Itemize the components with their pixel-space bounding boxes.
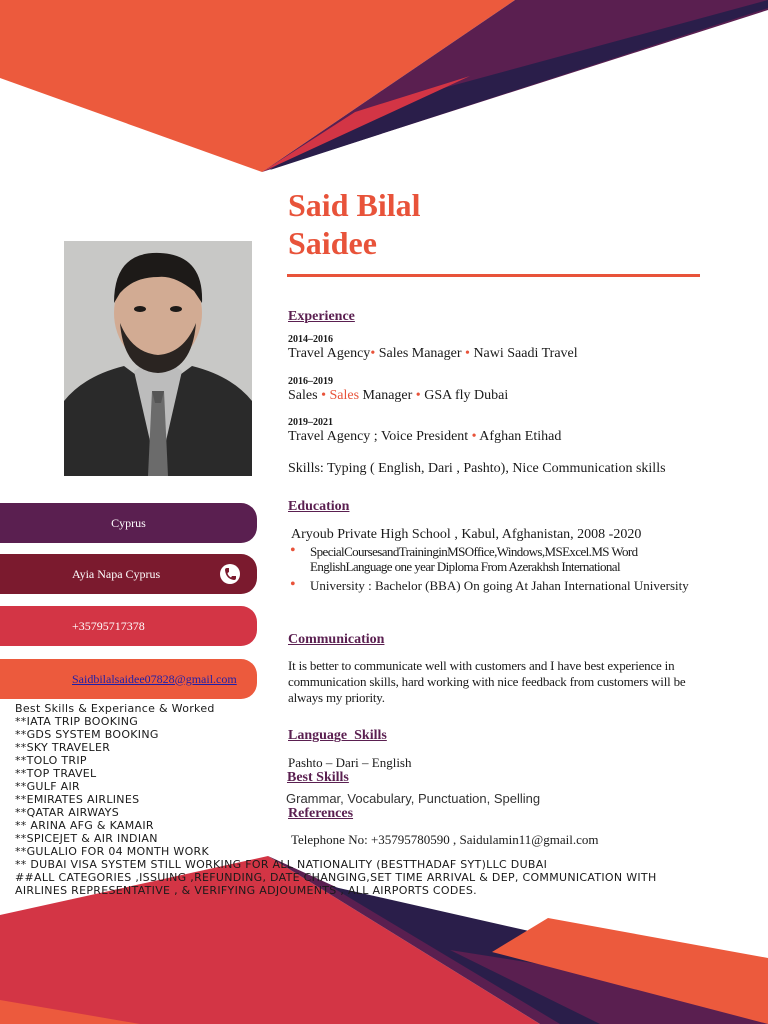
- full-name: [288, 186, 421, 262]
- experience-entry: [288, 334, 578, 362]
- experience-role: [288, 345, 578, 362]
- best-skills-heading: Best Skills: [287, 770, 349, 785]
- communication-heading: Communication: [288, 632, 385, 647]
- worked-skill-item: **EMIRATES AIRLINES: [15, 793, 140, 806]
- email-link[interactable]: Saidbilalsaidee07828@gmail.com: [72, 671, 237, 686]
- experience-years: 2019–2021: [288, 417, 333, 428]
- worked-skill-item: **GULALIO FOR 04 MONTH WORK: [15, 845, 209, 858]
- experience-company: Afghan Etihad: [476, 429, 562, 444]
- worked-skill-item: **SKY TRAVELER: [15, 741, 111, 754]
- experience-role: [288, 428, 561, 445]
- bullet-dot: •: [465, 346, 470, 361]
- worked-skills-list: [15, 702, 755, 897]
- experience-company: Nawi Saadi Travel: [469, 346, 578, 361]
- language-heading: Language Skills: [288, 728, 387, 743]
- experience-agency: Sales: [288, 388, 322, 403]
- experience-entry: [288, 417, 561, 445]
- experience-agency: Travel Agency ; Voice President: [288, 429, 472, 444]
- best-skills-text: Grammar, Vocabulary, Punctuation, Spelling: [286, 791, 541, 806]
- worked-skill-item: **IATA TRIP BOOKING: [15, 715, 139, 728]
- education-school: Aryoub Private High School , Kabul, Afghanistan, 2008 -2020: [291, 527, 642, 542]
- name-underline-rule: [287, 274, 700, 277]
- worked-skill-item: **QATAR AIRWAYS: [15, 806, 119, 819]
- country-text: Cyprus: [111, 515, 146, 530]
- worked-skill-item: ** DUBAI VISA SYSTEM STILL WORKING FOR ALL NATIONALITY (BESTTHADAF SYT)LLC DUBAI: [15, 858, 548, 871]
- worked-skill-item: ##ALL CATEGORIES ,ISSUING ,REFUNDING, DATE CHANGING,SET TIME ARRIVAL & DEP, COMMUNICATION WITH: [15, 871, 657, 884]
- experience-highlight: Sales: [329, 388, 360, 403]
- references-heading: References: [288, 806, 354, 821]
- city-pill: [0, 554, 257, 594]
- bullet-dot: •: [321, 388, 326, 403]
- experience-agency: Travel Agency: [288, 346, 371, 361]
- experience-entry: [288, 376, 508, 404]
- worked-skill-item: **SPICEJET & AIR INDIAN: [15, 832, 158, 845]
- experience-company: GSA fly Dubai: [420, 388, 509, 403]
- bullet-dot: •: [370, 346, 376, 361]
- profile-photo: [64, 241, 252, 476]
- worked-skill-item: AIRLINES REPRESENTATIVE , & VERIFYING ADJOUMENTS , ALL AIRPORTS CODES.: [15, 884, 477, 897]
- name-second-line: Saidee: [288, 225, 377, 261]
- phone-icon: [219, 563, 241, 585]
- language-text: Pashto – Dari – English: [288, 755, 412, 770]
- bullet-dot: •: [415, 388, 421, 403]
- education-item: • University : Bachelor (BBA) On going At Jahan International University: [290, 578, 710, 593]
- worked-skill-item: **TOLO TRIP: [15, 754, 87, 767]
- skills-line: Skills: Typing ( English, Dari , Pashto), Nice Communication skills: [288, 461, 666, 476]
- references-text: Telephone No: +35795780590 , Saidulamin11@gmail.com: [291, 832, 599, 847]
- name-first-line: Said Bilal: [288, 187, 421, 223]
- education-heading: Education: [288, 499, 350, 514]
- experience-years: 2016–2019: [288, 376, 333, 387]
- worked-skills-title: Best Skills & Experiance & Worked: [15, 702, 215, 715]
- country-pill: [0, 503, 257, 543]
- phone-pill: [0, 606, 257, 646]
- worked-skill-item: **GULF AIR: [15, 780, 80, 793]
- education-list: [290, 544, 710, 597]
- experience-heading: Experience: [288, 309, 355, 324]
- experience-role: [288, 387, 508, 404]
- email-pill: [0, 659, 257, 699]
- worked-skill-item: ** ARINA AFG & KAMAIR: [15, 819, 154, 832]
- experience-title: Sales Manager: [375, 346, 466, 361]
- phone-text: +35795717378: [72, 618, 145, 633]
- bullet-dot: •: [471, 429, 477, 444]
- worked-skill-item: **TOP TRAVEL: [15, 767, 97, 780]
- experience-years: 2014–2016: [288, 334, 333, 345]
- communication-text: It is better to communicate well with customers and I have best experience in communication skills, hard working with nice feedback from customers will be always my priority.: [288, 658, 686, 705]
- city-text: Ayia Napa Cyprus: [72, 566, 161, 581]
- education-item: • SpecialCoursesandTraininginMSOffice,Windows,MSExcel.MS Word EnglishLanguage one year Diploma From Azerakhsh International: [290, 544, 710, 574]
- worked-skill-item: **GDS SYSTEM BOOKING: [15, 728, 159, 741]
- experience-title: Manager: [359, 388, 416, 403]
